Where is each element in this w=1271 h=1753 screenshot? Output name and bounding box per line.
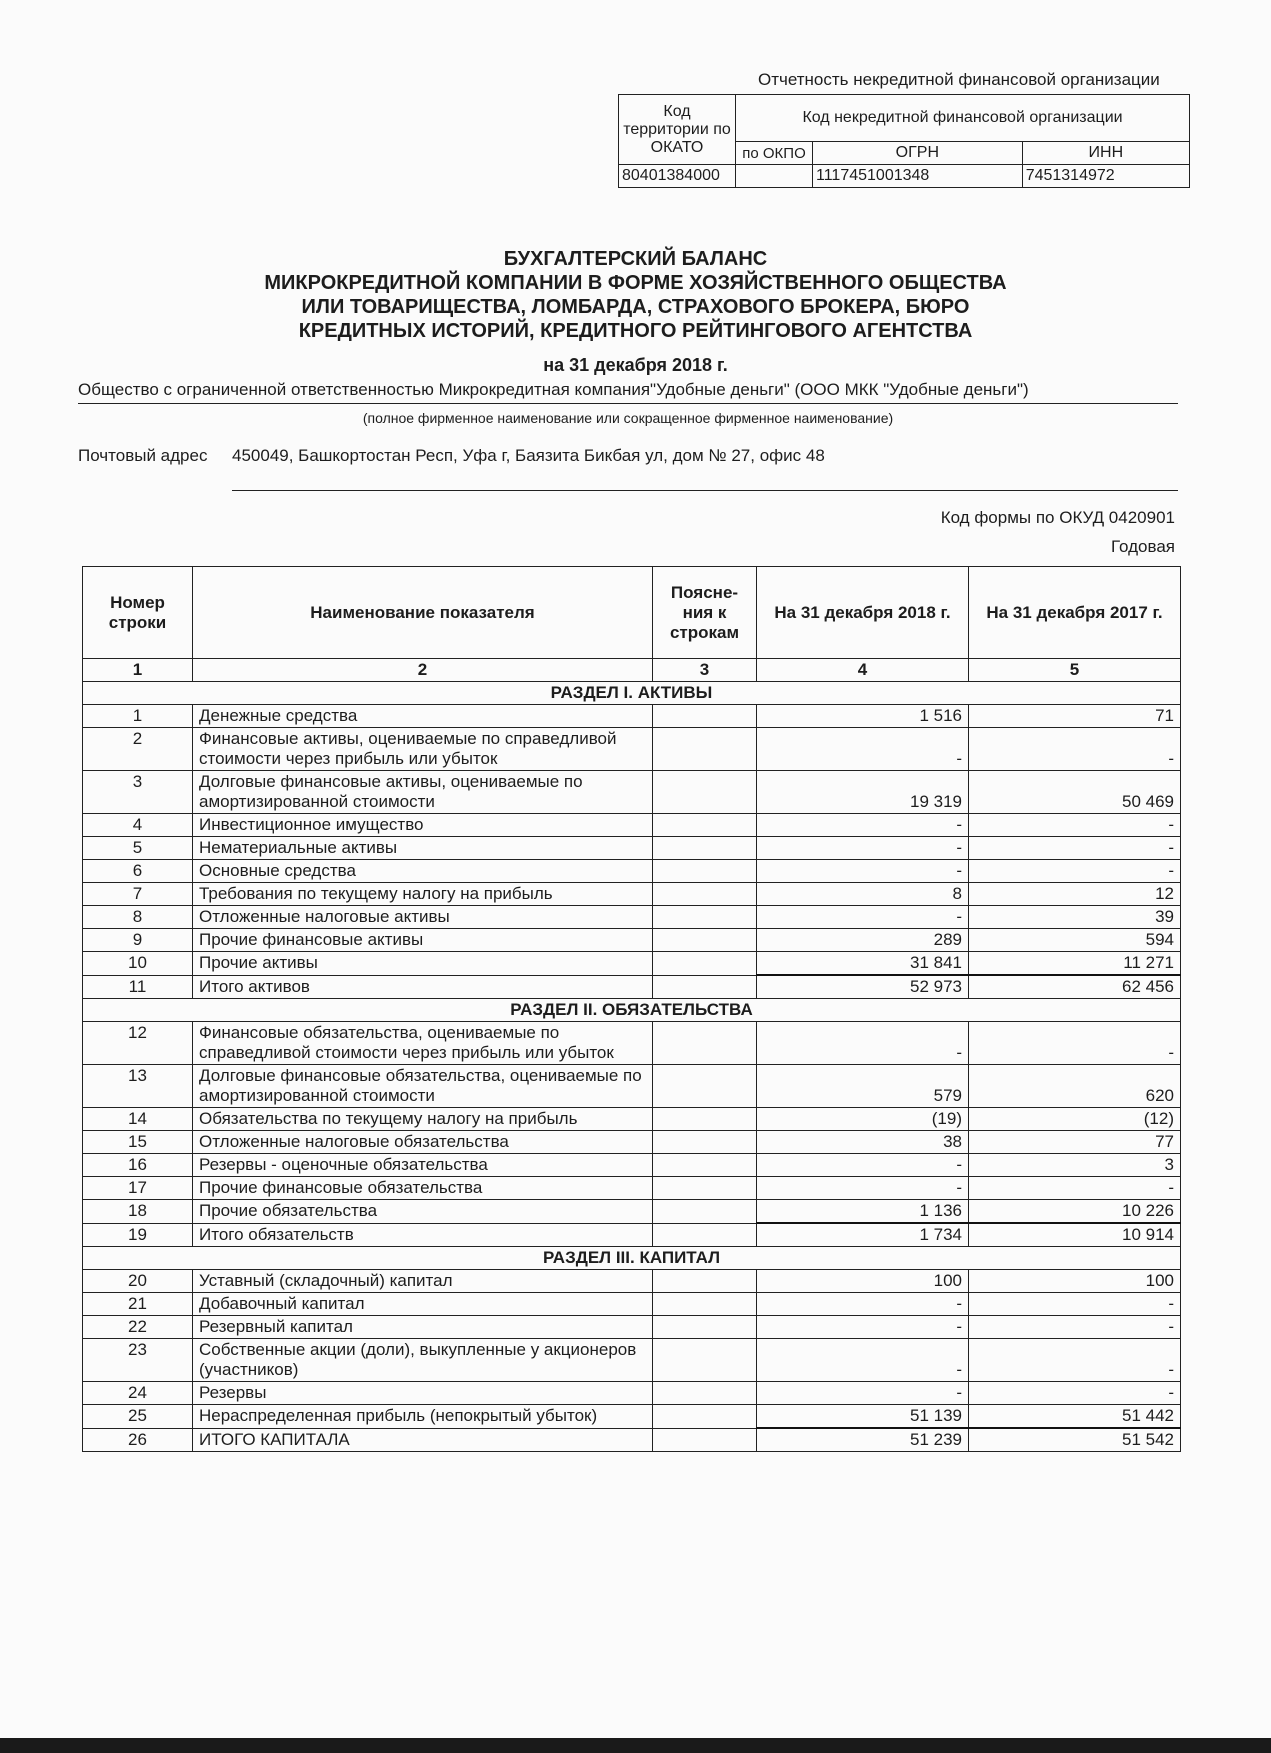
table-row xyxy=(83,1339,1181,1382)
notes-cell xyxy=(653,837,757,860)
notes-cell xyxy=(653,705,757,728)
row-number: 21 xyxy=(83,1293,193,1316)
value-2018: - xyxy=(757,1382,969,1405)
value-2017: (12) xyxy=(969,1108,1181,1131)
address-label: Почтовый адрес xyxy=(78,446,208,465)
row-number: 19 xyxy=(83,1223,193,1247)
indicator-name: Денежные средства xyxy=(193,705,653,728)
column-number-2: 2 xyxy=(193,659,653,682)
indicator-name: Финансовые активы, оцениваемые по справедливой стоимости через прибыль или убыток xyxy=(193,728,653,771)
notes-cell xyxy=(653,1154,757,1177)
table-row xyxy=(83,1270,1181,1293)
title-line-1: БУХГАЛТЕРСКИЙ БАЛАНС xyxy=(503,248,768,270)
value-2018: 52 973 xyxy=(757,975,969,999)
indicator-name: Резервный капитал xyxy=(193,1316,653,1339)
row-number: 10 xyxy=(83,952,193,976)
value-2017: - xyxy=(969,1177,1181,1200)
section-header-row xyxy=(83,999,1181,1022)
value-2018: - xyxy=(757,1339,969,1382)
report-date: на 31 декабря 2018 г. xyxy=(543,355,728,375)
value-2018: - xyxy=(757,1177,969,1200)
value-2017: 12 xyxy=(969,883,1181,906)
section-title: РАЗДЕЛ III. КАПИТАЛ xyxy=(83,1247,1181,1270)
table-row xyxy=(83,1405,1181,1429)
value-2018: (19) xyxy=(757,1108,969,1131)
notes-cell xyxy=(653,906,757,929)
notes-cell xyxy=(653,728,757,771)
row-number: 7 xyxy=(83,883,193,906)
row-number: 4 xyxy=(83,814,193,837)
row-number: 18 xyxy=(83,1200,193,1224)
organization-name: Общество с ограниченной ответственностью Микрокредитная компания"Удобные деньги" (ООО МКК "Удобные деньги") xyxy=(78,380,1178,404)
indicator-name: Основные средства xyxy=(193,860,653,883)
row-number: 6 xyxy=(83,860,193,883)
value-2017: 10 226 xyxy=(969,1200,1181,1224)
organization-codes-table xyxy=(618,94,1190,188)
balance-sheet-table xyxy=(82,566,1181,1452)
indicator-name: Обязательства по текущему налогу на прибыль xyxy=(193,1108,653,1131)
indicator-name: Итого обязательств xyxy=(193,1223,653,1247)
value-2017: 77 xyxy=(969,1131,1181,1154)
indicator-name: Отложенные налоговые активы xyxy=(193,906,653,929)
table-row xyxy=(83,975,1181,999)
table-row xyxy=(83,1065,1181,1108)
value-2018: 579 xyxy=(757,1065,969,1108)
row-number: 3 xyxy=(83,771,193,814)
value-2018: 51 239 xyxy=(757,1428,969,1452)
notes-cell xyxy=(653,1382,757,1405)
okato-value: 80401384000 xyxy=(619,165,736,188)
table-row xyxy=(83,1316,1181,1339)
value-2017: - xyxy=(969,814,1181,837)
row-number: 14 xyxy=(83,1108,193,1131)
value-2017: - xyxy=(969,1382,1181,1405)
report-period: Годовая xyxy=(1110,537,1175,556)
title-line-4: КРЕДИТНЫХ ИСТОРИЙ, КРЕДИТНОГО РЕЙТИНГОВОГО АГЕНТСТВА xyxy=(298,320,973,342)
value-2018: - xyxy=(757,837,969,860)
table-row xyxy=(83,906,1181,929)
value-2018: - xyxy=(757,1316,969,1339)
value-2017: - xyxy=(969,1339,1181,1382)
value-2018: 8 xyxy=(757,883,969,906)
notes-cell xyxy=(653,975,757,999)
row-number: 5 xyxy=(83,837,193,860)
notes-cell xyxy=(653,860,757,883)
column-number-1: 1 xyxy=(83,659,193,682)
table-row xyxy=(83,1131,1181,1154)
column-number-3: 3 xyxy=(653,659,757,682)
value-2017: - xyxy=(969,1316,1181,1339)
row-number: 13 xyxy=(83,1065,193,1108)
ogrn-label: ОГРН xyxy=(813,142,1023,165)
table-row xyxy=(83,1382,1181,1405)
row-number: 26 xyxy=(83,1428,193,1452)
okud-code: Код формы по ОКУД 0420901 xyxy=(940,508,1175,527)
value-2017: 10 914 xyxy=(969,1223,1181,1247)
header-indicator-name: Наименование показателя xyxy=(193,567,653,659)
okpo-label: по ОКПО xyxy=(736,142,813,165)
row-number: 1 xyxy=(83,705,193,728)
row-number: 22 xyxy=(83,1316,193,1339)
table-row xyxy=(83,929,1181,952)
section-header-row xyxy=(83,682,1181,705)
value-2018: 38 xyxy=(757,1131,969,1154)
value-2018: 1 136 xyxy=(757,1200,969,1224)
header-notes: Поясне-ния к строкам xyxy=(653,567,757,659)
value-2018: 289 xyxy=(757,929,969,952)
value-2017: 11 271 xyxy=(969,952,1181,976)
value-2017: - xyxy=(969,728,1181,771)
table-row xyxy=(83,952,1181,976)
row-number: 12 xyxy=(83,1022,193,1065)
indicator-name: ИТОГО КАПИТАЛА xyxy=(193,1428,653,1452)
notes-cell xyxy=(653,1131,757,1154)
value-2018: - xyxy=(757,906,969,929)
indicator-name: Уставный (складочный) капитал xyxy=(193,1270,653,1293)
value-2017: 51 442 xyxy=(969,1405,1181,1429)
value-2017: 51 542 xyxy=(969,1428,1181,1452)
value-2018: - xyxy=(757,1293,969,1316)
table-row xyxy=(83,883,1181,906)
table-row xyxy=(83,771,1181,814)
row-number: 15 xyxy=(83,1131,193,1154)
report-caption: Отчетность некредитной финансовой организации xyxy=(758,70,1160,89)
value-2017: - xyxy=(969,1022,1181,1065)
notes-cell xyxy=(653,814,757,837)
table-row xyxy=(83,837,1181,860)
table-row xyxy=(83,1177,1181,1200)
postal-address: 450049, Башкортостан Респ, Уфа г, Баязита Бикбая ул, дом № 27, офис 48 xyxy=(232,446,1178,491)
indicator-name: Нематериальные активы xyxy=(193,837,653,860)
row-number: 8 xyxy=(83,906,193,929)
table-row xyxy=(83,1200,1181,1224)
value-2018: - xyxy=(757,1154,969,1177)
table-row xyxy=(83,1293,1181,1316)
section-header-row xyxy=(83,1247,1181,1270)
value-2018: - xyxy=(757,814,969,837)
value-2018: 31 841 xyxy=(757,952,969,976)
value-2017: 620 xyxy=(969,1065,1181,1108)
title-line-3: ИЛИ ТОВАРИЩЕСТВА, ЛОМБАРДА, СТРАХОВОГО БРОКЕРА, БЮРО xyxy=(301,296,970,318)
notes-cell xyxy=(653,1065,757,1108)
value-2018: 19 319 xyxy=(757,771,969,814)
indicator-name: Итого активов xyxy=(193,975,653,999)
scan-bottom-edge xyxy=(0,1738,1271,1753)
indicator-name: Прочие обязательства xyxy=(193,1200,653,1224)
table-row xyxy=(83,728,1181,771)
title-line-2: МИКРОКРЕДИТНОЙ КОМПАНИИ В ФОРМЕ ХОЗЯЙСТВЕННОГО ОБЩЕСТВА xyxy=(264,272,1007,294)
indicator-name: Добавочный капитал xyxy=(193,1293,653,1316)
value-2017: - xyxy=(969,1293,1181,1316)
notes-cell xyxy=(653,1223,757,1247)
table-row xyxy=(83,705,1181,728)
indicator-name: Прочие активы xyxy=(193,952,653,976)
column-number-5: 5 xyxy=(969,659,1181,682)
row-number: 16 xyxy=(83,1154,193,1177)
indicator-name: Прочие финансовые обязательства xyxy=(193,1177,653,1200)
row-number: 2 xyxy=(83,728,193,771)
value-2018: - xyxy=(757,728,969,771)
notes-cell xyxy=(653,883,757,906)
value-2018: - xyxy=(757,1022,969,1065)
notes-cell xyxy=(653,952,757,976)
notes-cell xyxy=(653,1428,757,1452)
notes-cell xyxy=(653,1316,757,1339)
row-number: 9 xyxy=(83,929,193,952)
indicator-name: Требования по текущему налогу на прибыль xyxy=(193,883,653,906)
column-number-4: 4 xyxy=(757,659,969,682)
header-row-number: Номер строки xyxy=(83,567,193,659)
value-2018: 1 734 xyxy=(757,1223,969,1247)
okpo-value xyxy=(736,165,813,188)
header-2018: На 31 декабря 2018 г. xyxy=(757,567,969,659)
inn-label: ИНН xyxy=(1022,142,1189,165)
table-row xyxy=(83,860,1181,883)
notes-cell xyxy=(653,1177,757,1200)
value-2018: - xyxy=(757,860,969,883)
value-2017: - xyxy=(969,860,1181,883)
header-2017: На 31 декабря 2017 г. xyxy=(969,567,1181,659)
table-row xyxy=(83,814,1181,837)
value-2017: 50 469 xyxy=(969,771,1181,814)
organization-name-caption: (полное фирменное наименование или сокращенное фирменное наименование) xyxy=(362,410,894,426)
org-code-label: Код некредитной финансовой организации xyxy=(736,95,1190,142)
notes-cell xyxy=(653,771,757,814)
section-title: РАЗДЕЛ I. АКТИВЫ xyxy=(83,682,1181,705)
notes-cell xyxy=(653,1022,757,1065)
indicator-name: Резервы - оценочные обязательства xyxy=(193,1154,653,1177)
indicator-name: Долговые финансовые активы, оцениваемые по амортизированной стоимости xyxy=(193,771,653,814)
indicator-name: Долговые финансовые обязательства, оцениваемые по амортизированной стоимости xyxy=(193,1065,653,1108)
table-row xyxy=(83,1022,1181,1065)
value-2017: 71 xyxy=(969,705,1181,728)
row-number: 20 xyxy=(83,1270,193,1293)
table-row xyxy=(83,1154,1181,1177)
indicator-name: Финансовые обязательства, оцениваемые по справедливой стоимости через прибыль или убыток xyxy=(193,1022,653,1065)
value-2017: - xyxy=(969,837,1181,860)
row-number: 23 xyxy=(83,1339,193,1382)
indicator-name: Собственные акции (доли), выкупленные у акционеров (участников) xyxy=(193,1339,653,1382)
row-number: 17 xyxy=(83,1177,193,1200)
value-2017: 62 456 xyxy=(969,975,1181,999)
notes-cell xyxy=(653,929,757,952)
value-2017: 39 xyxy=(969,906,1181,929)
table-row xyxy=(83,1223,1181,1247)
value-2017: 594 xyxy=(969,929,1181,952)
inn-value: 7451314972 xyxy=(1022,165,1189,188)
indicator-name: Инвестиционное имущество xyxy=(193,814,653,837)
row-number: 25 xyxy=(83,1405,193,1429)
value-2018: 1 516 xyxy=(757,705,969,728)
value-2017: 100 xyxy=(969,1270,1181,1293)
value-2017: 3 xyxy=(969,1154,1181,1177)
indicator-name: Прочие финансовые активы xyxy=(193,929,653,952)
notes-cell xyxy=(653,1200,757,1224)
okato-label: Код территории по ОКАТО xyxy=(619,95,736,165)
notes-cell xyxy=(653,1339,757,1382)
notes-cell xyxy=(653,1270,757,1293)
value-2018: 100 xyxy=(757,1270,969,1293)
notes-cell xyxy=(653,1293,757,1316)
ogrn-value: 1117451001348 xyxy=(813,165,1023,188)
table-row xyxy=(83,1108,1181,1131)
notes-cell xyxy=(653,1405,757,1429)
table-row xyxy=(83,1428,1181,1452)
indicator-name: Нераспределенная прибыль (непокрытый убыток) xyxy=(193,1405,653,1429)
row-number: 24 xyxy=(83,1382,193,1405)
notes-cell xyxy=(653,1108,757,1131)
value-2018: 51 139 xyxy=(757,1405,969,1429)
indicator-name: Отложенные налоговые обязательства xyxy=(193,1131,653,1154)
section-title: РАЗДЕЛ II. ОБЯЗАТЕЛЬСТВА xyxy=(83,999,1181,1022)
indicator-name: Резервы xyxy=(193,1382,653,1405)
row-number: 11 xyxy=(83,975,193,999)
